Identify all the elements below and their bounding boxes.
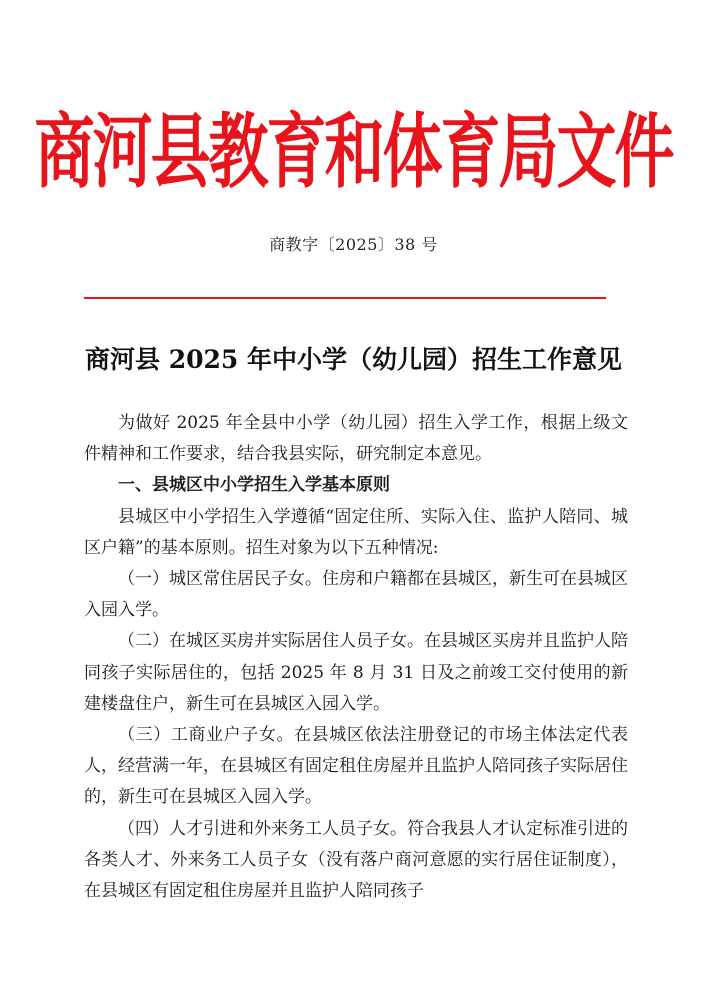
principle-paragraph: 县城区中小学招生入学遵循“固定住所、实际入住、监护人陪同、城区户籍”的基本原则。招生对象为以下五种情况: bbox=[84, 506, 628, 558]
list-item-3 bbox=[84, 720, 628, 814]
list-item-1 bbox=[84, 564, 628, 626]
item-text: 在县城区依法注册登记的市场主体法定代表人，经营满一年，在县城区有固定租住房屋并且监护人陪同孩子实际居住的，新生可在县城区入园入学。 bbox=[84, 725, 629, 808]
intro-paragraph: 为做好 2025 年全县中小学（幼儿园）招生入学工作，根据上级文件精神和工作要求，结合我县实际，研究制定本意见。 bbox=[84, 413, 628, 465]
item-text: 符合我县人才认定标准引进的各类人才、外来务工人员子女（没有落户商河意愿的实行居住证制度），在县城区有固定租住房屋并且监护人陪同孩子 bbox=[84, 818, 628, 902]
item-text: 在县城区买房并且监护人陪同孩子实际居住的，包括 2025 年 8 月 31 日及之前竣工交付使用的新建楼盘住户，新生可在县城区入园入学。 bbox=[84, 631, 628, 714]
document-number: 商教字〔2025〕38 号 bbox=[269, 235, 438, 254]
red-divider-line bbox=[84, 297, 606, 299]
document-title: 商河县 2025 年中小学（幼儿园）招生工作意见 bbox=[85, 345, 622, 374]
section-heading: 一、县城区中小学招生入学基本原则 bbox=[118, 475, 390, 496]
masthead-title: 商河县教育和体育局文件 bbox=[34, 105, 673, 200]
item-lead: （二）在城区买房并实际居住人员子女。 bbox=[118, 631, 424, 652]
document-body bbox=[84, 408, 628, 907]
list-item-4 bbox=[84, 814, 628, 908]
item-text: 住房和户籍都在县城区，新生可在县城区入园入学。 bbox=[84, 569, 628, 621]
item-lead: （四）人才引进和外来务工人员子女。 bbox=[118, 818, 407, 839]
item-lead: （三）工商业户子女。 bbox=[118, 725, 295, 746]
item-lead: （一）城区常住居民子女。 bbox=[118, 569, 322, 590]
list-item-2 bbox=[84, 626, 628, 720]
